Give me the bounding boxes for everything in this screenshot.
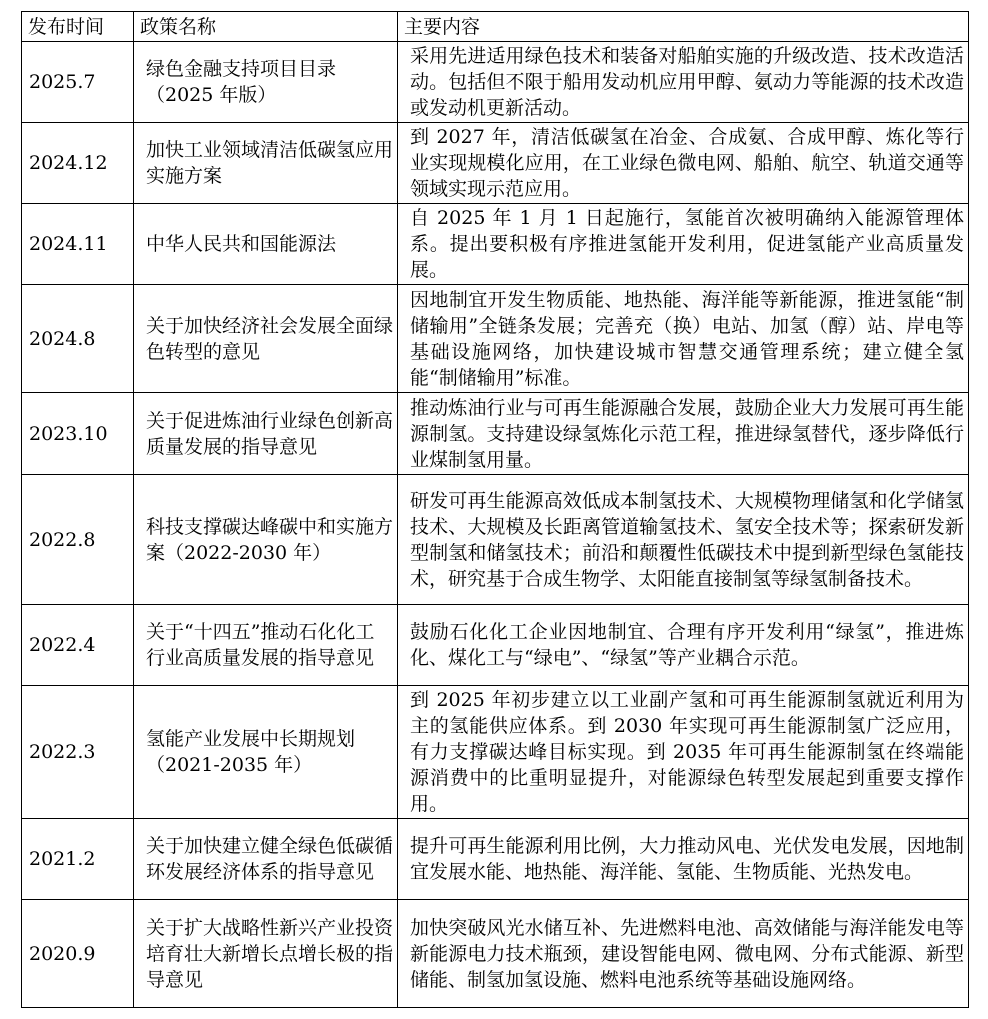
row-main-content: 提升可再生能源利用比例，大力推动风电、光伏发电发展，因地制宜发展水能、地热能、海洋能、氢能、生物质能、光热发电。: [398, 819, 969, 900]
row-main-content: 采用先进适用绿色技术和装备对船舶实施的升级改造、技术改造活动。包括但不限于船用发动机应用甲醇、氨动力等能源的技术改造或发动机更新活动。: [398, 42, 969, 123]
row-policy-name: 氢能产业发展中长期规划（2021-2035 年）: [134, 686, 398, 819]
table-row: [22, 42, 969, 123]
row-main-content: 研发可再生能源高效低成本制氢技术、大规模物理储氢和化学储氢技术、大规模及长距离管道输氢技术、氢安全技术等；探索研发新型制氢和储氢技术；前沿和颠覆性低碳技术中提到新型绿色氢能技术，研究基于合成生物学、太阳能直接制氢等绿氢制备技术。: [398, 475, 969, 605]
row-date: 2020.9: [22, 900, 134, 1008]
row-main-content: 到 2025 年初步建立以工业副产氢和可再生能源制氢就近利用为主的氢能供应体系。到 2030 年实现可再生能源制氢广泛应用，有力支撑碳达峰目标实现。到 2035 年可再生能源制氢在终端能源消费中的比重明显提升，对能源绿色转型发展起到重要支撑作用。: [398, 686, 969, 819]
table-row: [22, 686, 969, 819]
table-row: [22, 819, 969, 900]
row-policy-name: 关于扩大战略性新兴产业投资培育壮大新增长点增长极的指导意见: [134, 900, 398, 1008]
row-main-content: 鼓励石化化工企业因地制宜、合理有序开发利用“绿氢”，推进炼化、煤化工与“绿电”、“绿氢”等产业耦合示范。: [398, 605, 969, 686]
header-policy-name: 政策名称: [134, 12, 398, 42]
row-policy-name: 绿色金融支持项目目录（2025 年版）: [134, 42, 398, 123]
row-policy-name: 关于促进炼油行业绿色创新高质量发展的指导意见: [134, 393, 398, 475]
table-header-row: [22, 12, 969, 42]
row-policy-name: 加快工业领域清洁低碳氢应用实施方案: [134, 123, 398, 204]
row-main-content: 推动炼油行业与可再生能源融合发展，鼓励企业大力发展可再生能源制氢。支持建设绿氢炼化示范工程，推进绿氢替代，逐步降低行业煤制氢用量。: [398, 393, 969, 475]
header-date: 发布时间: [22, 12, 134, 42]
row-date: 2022.8: [22, 475, 134, 605]
row-main-content: 因地制宜开发生物质能、地热能、海洋能等新能源，推进氢能“制储输用”全链条发展；完善充（换）电站、加氢（醇）站、岸电等基础设施网络，加快建设城市智慧交通管理系统；建立健全氢能“制储输用”标准。: [398, 285, 969, 393]
row-date: 2022.3: [22, 686, 134, 819]
row-main-content: 自 2025 年 1 月 1 日起施行，氢能首次被明确纳入能源管理体系。提出要积极有序推进氢能开发利用，促进氢能产业高质量发展。: [398, 204, 969, 285]
header-main-content: 主要内容: [398, 12, 969, 42]
table-row: [22, 475, 969, 605]
row-policy-name: 科技支撑碳达峰碳中和实施方案（2022-2030 年）: [134, 475, 398, 605]
table-row: [22, 605, 969, 686]
row-main-content: 加快突破风光水储互补、先进燃料电池、高效储能与海洋能发电等新能源电力技术瓶颈，建设智能电网、微电网、分布式能源、新型储能、制氢加氢设施、燃料电池系统等基础设施网络。: [398, 900, 969, 1008]
table-row: [22, 393, 969, 475]
row-date: 2024.12: [22, 123, 134, 204]
row-policy-name: 中华人民共和国能源法: [134, 204, 398, 285]
table-row: [22, 285, 969, 393]
row-main-content: 到 2027 年，清洁低碳氢在冶金、合成氨、合成甲醇、炼化等行业实现规模化应用，在工业绿色微电网、船舶、航空、轨道交通等领域实现示范应用。: [398, 123, 969, 204]
table-row: [22, 204, 969, 285]
row-date: 2024.8: [22, 285, 134, 393]
row-date: 2025.7: [22, 42, 134, 123]
table-row: [22, 900, 969, 1008]
row-policy-name: 关于加快经济社会发展全面绿色转型的意见: [134, 285, 398, 393]
row-policy-name: 关于加快建立健全绿色低碳循环发展经济体系的指导意见: [134, 819, 398, 900]
policy-table: [21, 11, 969, 1008]
row-date: 2024.11: [22, 204, 134, 285]
row-date: 2021.2: [22, 819, 134, 900]
row-date: 2023.10: [22, 393, 134, 475]
row-date: 2022.4: [22, 605, 134, 686]
table-row: [22, 123, 969, 204]
row-policy-name: 关于“十四五”推动石化化工行业高质量发展的指导意见: [134, 605, 398, 686]
